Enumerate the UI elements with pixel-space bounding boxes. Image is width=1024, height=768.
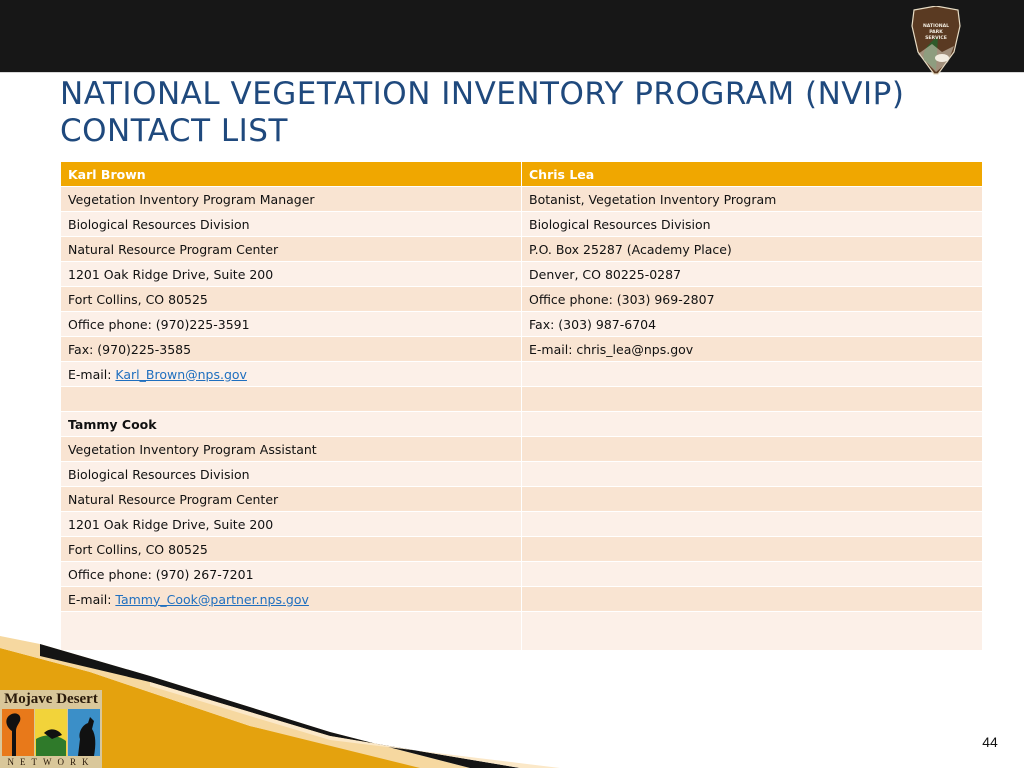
table-cell xyxy=(522,512,983,537)
table-row xyxy=(61,262,983,287)
table-cell: Office phone: (303) 969-2807 xyxy=(522,287,983,312)
table-cell: Biological Resources Division xyxy=(522,212,983,237)
table-cell xyxy=(522,412,983,437)
table-row xyxy=(61,437,983,462)
table-row xyxy=(61,487,983,512)
svg-text:PARK: PARK xyxy=(929,30,943,35)
table-row xyxy=(61,337,983,362)
page-title xyxy=(60,76,980,150)
page-number: 44 xyxy=(982,734,998,750)
table-row xyxy=(61,537,983,562)
table-cell: Vegetation Inventory Program Manager xyxy=(61,187,522,212)
table-cell xyxy=(522,562,983,587)
table-row xyxy=(61,312,983,337)
mojave-desert-network-logo xyxy=(0,690,102,768)
contact-name-tammy-cook: Tammy Cook xyxy=(61,412,522,437)
table-cell: Denver, CO 80225-0287 xyxy=(522,262,983,287)
table-cell xyxy=(522,587,983,612)
table-cell: Biological Resources Division xyxy=(61,212,522,237)
table-cell: Fort Collins, CO 80525 xyxy=(61,537,522,562)
network-logo-subtitle: NETWORK xyxy=(7,757,95,767)
table-row xyxy=(61,562,983,587)
table-cell: Fax: (303) 987-6704 xyxy=(522,312,983,337)
svg-text:SERVICE: SERVICE xyxy=(925,36,947,41)
table-cell xyxy=(522,437,983,462)
table-cell xyxy=(522,537,983,562)
table-header-row xyxy=(61,162,983,187)
email-label: E-mail: xyxy=(68,591,116,607)
svg-text:NATIONAL: NATIONAL xyxy=(922,24,950,29)
email-label: E-mail: xyxy=(68,366,116,382)
table-cell: Office phone: (970) 267-7201 xyxy=(61,562,522,587)
table-row xyxy=(61,362,983,387)
network-logo-title: Mojave Desert xyxy=(4,691,98,707)
table-row xyxy=(61,412,983,437)
contact-name-chris-lea: Chris Lea xyxy=(522,162,983,187)
page-title-line-1: NATIONAL VEGETATION INVENTORY PROGRAM (NVIP) xyxy=(60,76,905,112)
table-row xyxy=(61,387,983,412)
table-cell xyxy=(522,387,983,412)
table-cell xyxy=(522,362,983,387)
tammy-cook-email-link[interactable]: Tammy_Cook@partner.nps.gov xyxy=(115,591,309,607)
table-cell: P.O. Box 25287 (Academy Place) xyxy=(522,237,983,262)
table-cell: 1201 Oak Ridge Drive, Suite 200 xyxy=(61,262,522,287)
table-cell: E-mail: chris_lea@nps.gov xyxy=(522,337,983,362)
contact-name-karl-brown: Karl Brown xyxy=(61,162,522,187)
table-cell: Fax: (970)225-3585 xyxy=(61,337,522,362)
table-cell: Fort Collins, CO 80525 xyxy=(61,287,522,312)
table-row xyxy=(61,287,983,312)
table-cell: Botanist, Vegetation Inventory Program xyxy=(522,187,983,212)
decorative-swoosh xyxy=(0,636,1024,768)
nps-arrowhead-icon xyxy=(908,6,964,76)
contacts-table xyxy=(60,161,983,651)
table-row xyxy=(61,587,983,612)
table-row xyxy=(61,212,983,237)
table-cell xyxy=(61,587,522,612)
table-row xyxy=(61,237,983,262)
page-title-line-2: CONTACT LIST xyxy=(60,113,288,149)
table-row xyxy=(61,512,983,537)
table-cell: Vegetation Inventory Program Assistant xyxy=(61,437,522,462)
table-cell xyxy=(61,387,522,412)
table-cell xyxy=(522,487,983,512)
table-cell: 1201 Oak Ridge Drive, Suite 200 xyxy=(61,512,522,537)
table-cell xyxy=(522,462,983,487)
table-cell: Office phone: (970)225-3591 xyxy=(61,312,522,337)
table-cell: Natural Resource Program Center xyxy=(61,237,522,262)
karl-brown-email-link[interactable]: Karl_Brown@nps.gov xyxy=(115,366,247,382)
desert-silhouette-icon xyxy=(0,709,102,756)
table-cell: Biological Resources Division xyxy=(61,462,522,487)
table-row xyxy=(61,462,983,487)
table-row xyxy=(61,187,983,212)
table-cell xyxy=(61,362,522,387)
table-cell: Natural Resource Program Center xyxy=(61,487,522,512)
top-bar xyxy=(0,0,1024,73)
